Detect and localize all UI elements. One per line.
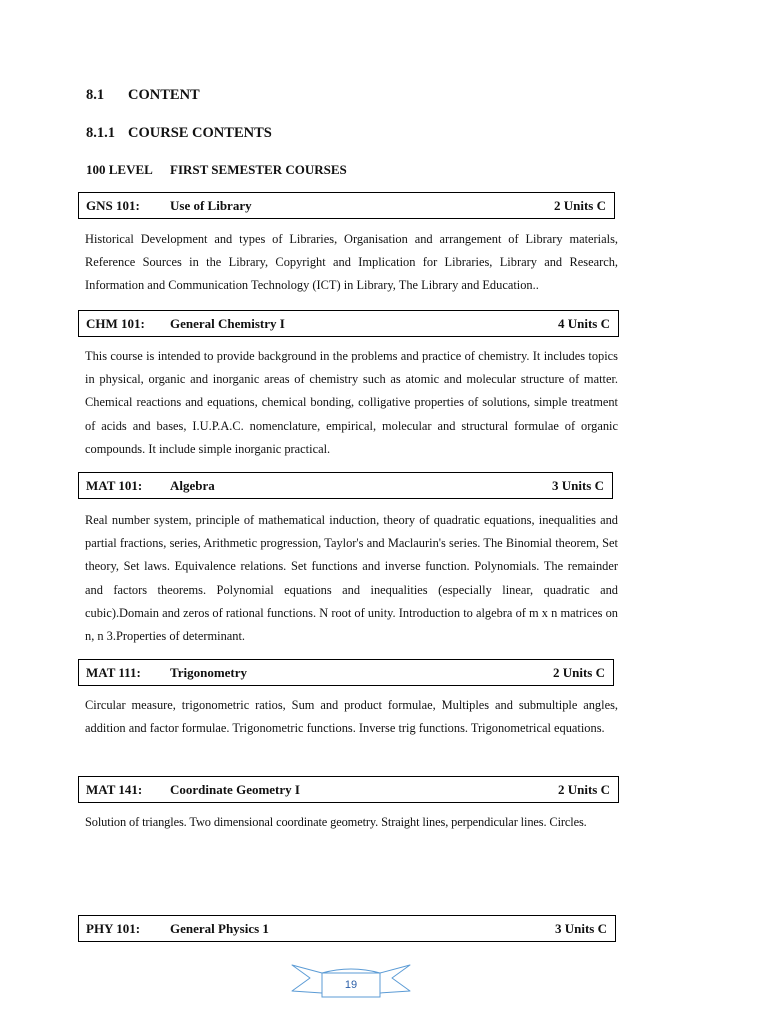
course-title: Trigonometry — [170, 665, 248, 680]
course-units: 2 Units C — [552, 665, 605, 680]
course-units: 2 Units C — [557, 782, 610, 797]
course-title: Use of Library — [170, 198, 252, 213]
subsection-title: COURSE CONTENTS — [128, 125, 272, 141]
course-description-chm101: This course is intended to provide background in the problems and practice of chemistry. It includes topics in physical, organic and inorganic areas of chemistry such as atomic and molecular structure of matter. Chemical reactions and equations, chemical bonding, colligative properties of solutions, simple treatment of acids and bases, I.U.P.A.C. nomenclature, empirical, molecular and structural formulae of organic compounds. It include simple inorganic practical. — [85, 349, 618, 456]
course-code: CHM 101: — [86, 316, 145, 331]
section-heading — [86, 87, 200, 104]
course-title: General Physics 1 — [170, 921, 269, 936]
course-code: MAT 101: — [86, 478, 143, 493]
level-heading — [86, 162, 347, 178]
course-units: 2 Units C — [553, 198, 606, 213]
course-description-mat111: Circular measure, trigonometric ratios, Sum and product formulae, Multiples and submultiple angles, addition and factor formulae. Trigonometric functions. Inverse trig functions. Trigonometrical equations. — [85, 698, 618, 736]
course-header-gns101 — [78, 192, 615, 219]
subsection-heading — [86, 125, 272, 142]
course-units: 3 Units C — [554, 921, 607, 936]
section-number: 8.1 — [86, 87, 105, 103]
course-header-mat101 — [78, 472, 613, 499]
course-units: 4 Units C — [557, 316, 610, 331]
level-label: 100 LEVEL — [86, 162, 153, 177]
course-description-mat101: Real number system, principle of mathematical induction, theory of quadratic equations, inequalities and partial fractions, series, Arithmetic progression, Taylor's and Maclaurin's series. The Binomial theorem, Set theory, Set laws. Equivalence relations. Set functions and inverse function. Polynomials. The remainder and factors theorems. Polynomial equations and inequalities (especially linear, quadratic and cubic).Domain and zeros of rational functions. N root of unity. Introduction to algebra of m x n matrices on n, n 3.Properties of determinant. — [85, 513, 618, 644]
course-code: MAT 111: — [86, 665, 141, 680]
section-title: CONTENT — [128, 87, 200, 103]
semester-label: FIRST SEMESTER COURSES — [170, 162, 347, 177]
course-description-mat141: Solution of triangles. Two dimensional coordinate geometry. Straight lines, perpendicular lines. Circles. — [85, 815, 587, 829]
course-code: GNS 101: — [86, 198, 140, 213]
course-header-mat111 — [78, 659, 614, 686]
course-title: General Chemistry I — [170, 316, 285, 331]
page-number: 19 — [344, 979, 358, 991]
course-code: MAT 141: — [86, 782, 143, 797]
subsection-number: 8.1.1 — [86, 125, 115, 141]
course-header-phy101 — [78, 915, 616, 942]
course-description-gns101: Historical Development and types of Libraries, Organisation and arrangement of Library materials, Reference Sources in the Library, Copyright and Implication for Libraries, Library and Research, Information and Communication Technology (ICT) in Library, The Library and Education.. — [85, 232, 618, 293]
course-title: Coordinate Geometry I — [170, 782, 300, 797]
course-title: Algebra — [170, 478, 215, 493]
course-header-chm101 — [78, 310, 619, 337]
course-header-mat141 — [78, 776, 619, 803]
course-units: 3 Units C — [551, 478, 604, 493]
course-code: PHY 101: — [86, 921, 141, 936]
